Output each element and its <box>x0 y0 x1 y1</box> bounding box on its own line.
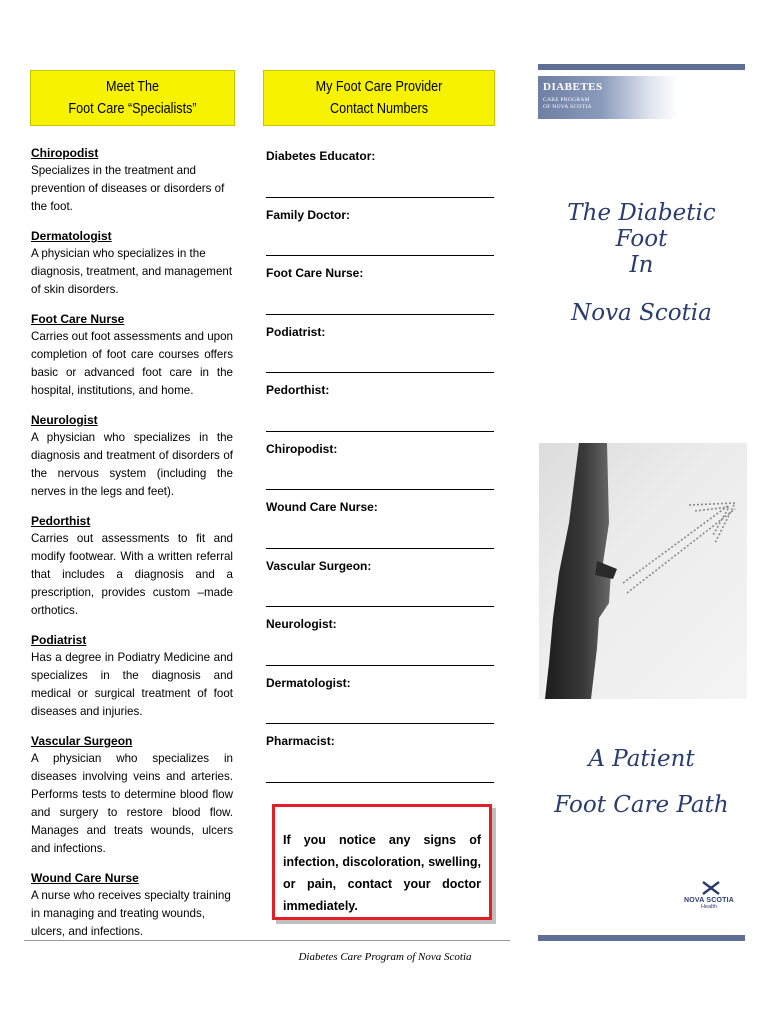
footer-divider <box>24 940 510 941</box>
contact-label: Diabetes Educator: <box>266 149 376 163</box>
specialists-list <box>31 145 233 953</box>
contact-write-line[interactable] <box>266 606 494 607</box>
infection-notice-box <box>272 804 492 920</box>
specialist-name: Neurologist <box>31 413 98 427</box>
contact-write-line[interactable] <box>266 665 494 666</box>
specialist-description: A physician who specializes in the diagnosis, treatment, and management of skin disorders. <box>31 247 233 296</box>
contact-label: Foot Care Nurse: <box>266 266 364 280</box>
contact-write-line[interactable] <box>266 314 494 315</box>
infection-notice-text: If you notice any signs of infection, discoloration, swelling, or pain, contact your doctor immediately. <box>283 833 481 913</box>
contacts-header-line1: My Foot Care Provider <box>315 78 443 95</box>
nova-scotia-health-logo <box>683 880 735 920</box>
footer-text: Diabetes Care Program of Nova Scotia <box>298 951 472 963</box>
brochure-subtitle-line1: A Patient <box>588 746 695 772</box>
brochure-subtitle-line2: Foot Care Path <box>554 792 729 818</box>
specialist-item <box>31 412 233 501</box>
specialist-description: A physician who specializes in the diagnosis and treatment of disorders of the nervous system (including the nerves in the legs and feet). <box>31 431 233 498</box>
contact-label: Podiatrist: <box>266 324 326 339</box>
contact-row <box>266 672 494 731</box>
specialist-name: Foot Care Nurse <box>31 312 125 326</box>
specialist-name: Pedorthist <box>31 514 91 528</box>
contact-write-line[interactable] <box>266 723 494 724</box>
brochure-title-line2: In <box>629 252 654 278</box>
ns-logo-line2: Health <box>701 904 717 910</box>
contact-form <box>266 145 494 789</box>
contact-row <box>266 496 494 555</box>
contact-row <box>266 145 494 204</box>
contact-label: Wound Care Nurse: <box>266 500 378 514</box>
contact-row <box>266 379 494 438</box>
specialist-item <box>31 311 233 400</box>
top-accent-bar <box>538 64 745 70</box>
specialist-item <box>31 228 233 299</box>
specialist-description: Has a degree in Podiatry Medicine and specializes in the diagnosis and medical or surgical treatment of foot diseases and injuries. <box>31 651 233 718</box>
specialist-item <box>31 632 233 721</box>
logo-line2: CARE PROGRAM <box>543 97 590 103</box>
contact-write-line[interactable] <box>266 372 494 373</box>
contact-label: Pedorthist: <box>266 383 330 397</box>
diabetes-program-logo <box>538 76 678 119</box>
specialists-header <box>30 70 235 126</box>
contact-row <box>266 204 494 263</box>
specialist-description: Carries out foot assessments and upon completion of foot care courses offers basic or advanced foot care in the hospital, institutions, and home. <box>31 330 233 397</box>
specialist-description: Specializes in the treatment and prevention of diseases or disorders of the foot. <box>31 164 225 213</box>
logo-line2-3 <box>543 97 592 111</box>
contact-row <box>266 438 494 497</box>
contact-row <box>266 555 494 614</box>
logo-line3: OF NOVA SCOTIA <box>543 104 592 110</box>
specialist-description: A nurse who receives specialty training in managing and treating wounds, ulcers, and infections. <box>31 889 231 938</box>
contact-write-line[interactable] <box>266 431 494 432</box>
contact-label: Pharmacist: <box>266 734 335 748</box>
contact-row <box>266 321 494 380</box>
bottom-accent-bar <box>538 935 745 941</box>
foot-arrow-photo <box>539 443 747 699</box>
specialists-header-line2: Foot Care “Specialists” <box>68 100 197 117</box>
contacts-header <box>263 70 495 126</box>
specialist-item <box>31 513 233 620</box>
ns-crest-icon <box>701 880 721 896</box>
contact-row <box>266 613 494 672</box>
contact-write-line[interactable] <box>266 197 494 198</box>
contact-row <box>266 730 494 789</box>
specialist-description: Carries out assessments to fit and modify footwear. With a written referral that includes a diagnosis and a prescription, provides custom –made orthotics. <box>31 532 233 617</box>
contact-write-line[interactable] <box>266 489 494 490</box>
contact-write-line[interactable] <box>266 782 494 783</box>
specialist-item <box>31 733 233 858</box>
contacts-header-line2: Contact Numbers <box>329 100 429 117</box>
contact-write-line[interactable] <box>266 255 494 256</box>
contact-label: Vascular Surgeon: <box>266 558 372 573</box>
specialist-name: Chiropodist <box>31 146 99 160</box>
dotted-arrow-icon <box>623 503 735 593</box>
foot-arrow-image <box>539 443 747 699</box>
specialists-header-line1: Meet The <box>106 78 159 95</box>
specialist-description: A physician who specializes in diseases involving veins and arteries. Performs tests to determine blood flow and surgery to restore blood flow. Manages and treats wounds, ulcers and infections. <box>31 752 233 855</box>
contact-label: Family Doctor: <box>266 207 351 222</box>
brochure-title-line1: The Diabetic Foot <box>567 200 716 252</box>
specialist-name: Wound Care Nurse <box>31 871 139 885</box>
contact-label: Neurologist: <box>266 617 337 631</box>
logo-line1: DIABETES <box>543 81 603 93</box>
contact-row <box>266 262 494 321</box>
specialist-name: Podiatrist <box>31 633 87 647</box>
specialist-name: Dermatologist <box>31 229 112 243</box>
brochure-title-line3: Nova Scotia <box>571 300 712 326</box>
specialist-item <box>31 870 233 941</box>
ns-logo-line1: NOVA SCOTIA <box>683 897 735 904</box>
contact-label: Dermatologist: <box>266 675 351 690</box>
contact-label: Chiropodist: <box>266 441 338 456</box>
specialist-item <box>31 145 233 216</box>
specialist-name: Vascular Surgeon <box>31 734 133 748</box>
contact-write-line[interactable] <box>266 548 494 549</box>
